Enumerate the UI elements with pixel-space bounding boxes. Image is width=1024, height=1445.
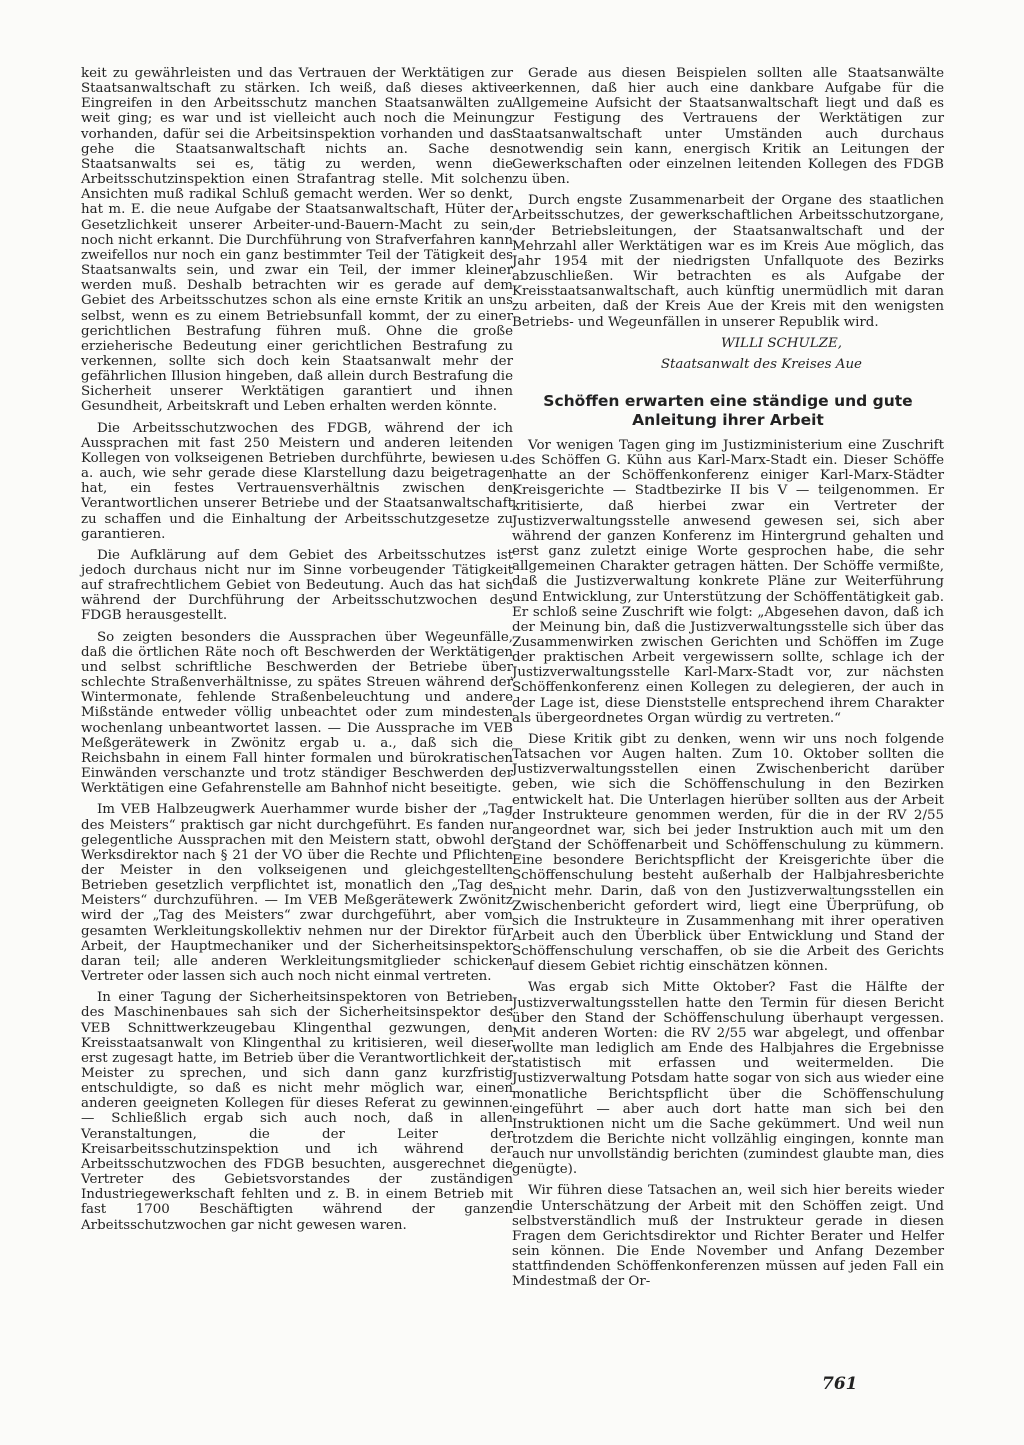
article-headline: Schöffen erwarten eine ständige und gute Anleitung ihrer Arbeit <box>543 391 913 429</box>
paragraph: Gerade aus diesen Beispielen sollten alle Staatsanwälte erkennen, daß hier auch eine dankbare Aufgabe für die Allgemeine Aufsicht der Staatsanwaltschaft liegt und daß es zur Festigung des Vertrauens der Werktätigen zur Staatsanwaltschaft unter Umständen auch durchaus notwendig sein kann, energisch Kritik an Leitungen der Gewerkschaften oder einzelnen leitenden Kollegen des FDGB zu üben. <box>512 66 944 188</box>
author-signature-name: WILLI SCHULZE, <box>721 335 842 351</box>
paragraph: Diese Kritik gibt zu denken, wenn wir uns noch folgende Tatsachen vor Augen halten. Zum 10. Oktober sollten die Justizverwaltungsstellen einen Zwischenbericht darüber geben, wie sich die Schöffenschulung in den Bezirken entwickelt hat. Die Unterlagen hierüber sollten aus der Arbeit der Instrukteure genommen werden, für die in der RV 2/55 angeordnet war, sich bei jeder Instruktion auch mit um den Stand der Schöffenarbeit und Schöffenschulung zu kümmern. Eine besondere Berichtspflicht der Kreisgerichte über die Schöffenschulung besteht außerhalb der Halbjahresberichte nicht mehr. Darin, daß von den Justizverwaltungsstellen ein Zwischenbericht gefordert wird, liegt eine Überprüfung, ob sich die Instrukteure in Zusammenhang mit ihrer operativen Arbeit auch den Überblick über Entwicklung und Stand der Schöffenschulung verschaffen, ob sie die Arbeit des Gerichts auf diesem Gebiet richtig einschätzen können. <box>512 731 944 975</box>
paragraph: Wir führen diese Tatsachen an, weil sich hier bereits wieder die Unterschätzung der Arbeit mit den Schöffen zeigt. Und selbstverständlich muß der Instrukteur gerade in diesen Fragen dem Gerichtsdirektor und Richter Berater und Helfer sein können. Die Ende November und Anfang Dezember stattfindenden Schöffenkonferenzen müssen auf jeden Fall ein Mindestmaß der Or- <box>512 1183 944 1290</box>
paragraph: So zeigten besonders die Aussprachen über Wegeunfälle, daß die örtlichen Räte noch oft Beschwerden der Werktätigen und selbst schriftliche Beschwerden der Betriebe über schlechte Straßenverhältnisse, zu spätes Streuen während der Wintermonate, fehlende Straßenbeleuchtung und andere Mißstände entweder völlig unbeachtet oder zum mindesten wochenlang unbeantwortet lassen. — Die Aussprache im VEB Meßgerätewerk in Zwönitz ergab u. a., daß sich die Reichsbahn in einem Fall hinter formalen und bürokratischen Einwänden verschanzte und trotz ständiger Beschwerden der Werktätigen eine Gefahrenstelle am Bahnhof nicht beseitigte. <box>81 629 513 797</box>
right-column <box>512 66 944 1296</box>
paragraph: Vor wenigen Tagen ging im Justizministerium eine Zuschrift des Schöffen G. Kühn aus Karl-Marx-Stadt ein. Dieser Schöffe hatte an der Schöffenkonferenz einiger Karl-Marx-Städter Kreisgerichte — Stadtbezirke II bis V — teilgenommen. Er kritisierte, daß hierbei zwar ein Vertreter der Justizverwaltungsstelle anwesend gewesen sei, sich aber während der ganzen Konferenz im Hintergrund gehalten und erst ganz zuletzt einige Worte gesprochen habe, die sehr allgemeinen Charakter getragen hätten. Der Schöffe vermißte, daß die Justizverwaltung konkrete Pläne zur Weiterführung und Entwicklung, zur Unterstützung der Schöffentätigkeit gab. Er schloß seine Zuschrift wie folgt: „Abgesehen davon, daß ich der Meinung bin, daß die Justizverwaltungsstelle sich über das Zusammenwirken zwischen Gerichten und Schöffen im Zuge der praktischen Arbeit vergewissern sollte, schlage ich der Justizverwaltungsstelle Karl-Marx-Stadt vor, zur nächsten Schöffenkonferenz einen Kollegen zu delegieren, der auch in der Lage ist, diese Dienststelle entsprechend ihrem Charakter als übergeordnetes Organ würdig zu vertreten.“ <box>512 437 944 726</box>
paragraph: Die Aufklärung auf dem Gebiet des Arbeitsschutzes ist jedoch durchaus nicht nur im Sinne vorbeugender Tätigkeit auf strafrechtlichem Gebiet von Bedeutung. Auch das hat sich während der Durchführung der Arbeitsschutzwochen des FDGB herausgestellt. <box>81 547 513 624</box>
page-number: 761 <box>822 1374 858 1394</box>
paragraph: Durch engste Zusammenarbeit der Organe des staatlichen Arbeitsschutzes, der gewerkschaftlichen Arbeitsschutzorgane, der Betriebsleitungen, der Staatsanwaltschaft und der Mehrzahl aller Werktätigen war es im Kreis Aue möglich, das Jahr 1954 mit der niedrigsten Unfallquote des Bezirks abzuschließen. Wir betrachten es als Aufgabe der Kreisstaatsanwaltschaft, auch künftig unermüdlich mit daran zu arbeiten, daß der Kreis Aue der Kreis mit den wenigsten Betriebs- und Wegeunfällen in unserer Republik wird. <box>512 193 944 330</box>
paragraph: Die Arbeitsschutzwochen des FDGB, während der ich Aussprachen mit fast 250 Meistern und anderen leitenden Kollegen von volkseigenen Betrieben durchführte, bewiesen u. a. auch, wie sehr gerade diese Klarstellung dazu beigetragen hat, ein festes Vertrauensverhältnis zwischen den Verantwortlichen unserer Betriebe und der Staatsanwaltschaft zu schaffen und die Einhaltung der Arbeitsschutzgesetze zu garantieren. <box>81 420 513 542</box>
paragraph: Was ergab sich Mitte Oktober? Fast die Hälfte der Justizverwaltungsstellen hatte den Termin für diesen Bericht über den Stand der Schöffenschulung überhaupt vergessen. Mit anderen Worten: die RV 2/55 war abgelegt, und offenbar wollte man lediglich am Ende des Halbjahres die Ergebnisse statistisch mit erfassen und weitermelden. Die Justizverwaltung Potsdam hatte sogar von sich aus wieder eine monatliche Berichtspflicht über die Schöffenschulung eingeführt — aber auch dort hatte man sich bei den Instruktionen nicht um die Sache gekümmert. Und weil nun trotzdem die Berichte nicht vollzählig eingingen, konnte man auch nur unvollständig berichten (zumindest glaubte man, dies genügte). <box>512 980 944 1178</box>
paragraph: In einer Tagung der Sicherheitsinspektoren von Betrieben des Maschinenbaues sah sich der Sicherheitsinspektor des VEB Schnittwerkzeugebau Klingenthal gezwungen, den Kreisstaatsanwalt von Klingenthal zu kritisieren, weil dieser erst zugesagt hatte, im Betrieb über die Verantwortlichkeit der Meister zu sprechen, und sich dann ganz kurzfristig entschuldigte, so daß es nicht mehr möglich war, einen anderen geeigneten Kollegen für dieses Referat zu gewinnen. — Schließlich ergab sich auch noch, daß in allen Veranstaltungen, die der Leiter der Kreisarbeitsschutzinspektion und ich während der Arbeitsschutzwochen des FDGB besuchten, ausgerechnet die Vertreter des Gebietsvorstandes der zuständigen Industriegewerkschaft fehlten und z. B. in einem Betrieb mit fast 1700 Beschäftigten während der ganzen Arbeitsschutzwochen gar nicht gewesen waren. <box>81 990 513 1233</box>
author-signature-role: Staatsanwalt des Kreises Aue <box>660 356 862 372</box>
left-column <box>81 66 513 1239</box>
paragraph: keit zu gewährleisten und das Vertrauen der Werktätigen zur Staatsanwaltschaft zu stärken. Ich weiß, daß dieses aktive Eingreifen in den Arbeitsschutz manchen Staatsanwälten zu weit ging; es war und ist vielleicht auch noch die Meinung vorhanden, dafür sei die Arbeitsinspektion vorhanden und das gehe die Staatsanwaltschaft nichts an. Sache des Staatsanwalts sei es, tätig zu werden, wenn die Arbeitsschutzinspektion einen Strafantrag stelle. Mit solchen Ansichten muß radikal Schluß gemacht werden. Wer so denkt, hat m. E. die neue Aufgabe der Staatsanwaltschaft, Hüter der Gesetzlichkeit unserer Arbeiter-und-Bauern-Macht zu sein, noch nicht erkannt. Die Durchführung von Strafverfahren kann zweifellos nur noch ein ganz bestimmter Teil der Tätigkeit des Staatsanwalts sein, und zwar ein Teil, der immer kleiner werden muß. Deshalb betrachten wir es gerade auf dem Gebiet des Arbeitsschutzes schon als eine ernste Kritik an uns selbst, wenn es zu einem Betriebsunfall kommt, der zu einer gerichtlichen Bestrafung führen muß. Ohne die große erzieherische Bedeutung einer gerichtlichen Bestrafung zu verkennen, sollte sich doch kein Staatsanwalt mehr der gefährlichen Illusion hingeben, daß allein durch Bestrafung die Sicherheit unserer Werktätigen garantiert und ihnen Gesundheit, Arbeitskraft und Leben erhalten werden könnte. <box>81 66 513 415</box>
paragraph: Im VEB Halbzeugwerk Auerhammer wurde bisher der „Tag des Meisters“ praktisch gar nicht durchgeführt. Es fanden nur gelegentliche Aussprachen mit den Meistern statt, obwohl der Werksdirektor nach § 21 der VO über die Rechte und Pflichten der Meister in den volkseigenen und gleichgestellten Betrieben gesetzlich verpflichtet ist, monatlich den „Tag des Meisters“ durchzuführen. — Im VEB Meßgerätewerk Zwönitz wird der „Tag des Meisters“ zwar durchgeführt, aber vom gesamten Werkleitungskollektiv nehmen nur der Direktor für Arbeit, der Hauptmechaniker und der Sicherheitsinspektor daran teil; alle anderen Werkleitungsmitglieder schicken Vertreter oder lassen sich auch noch nicht einmal vertreten. <box>81 802 513 985</box>
